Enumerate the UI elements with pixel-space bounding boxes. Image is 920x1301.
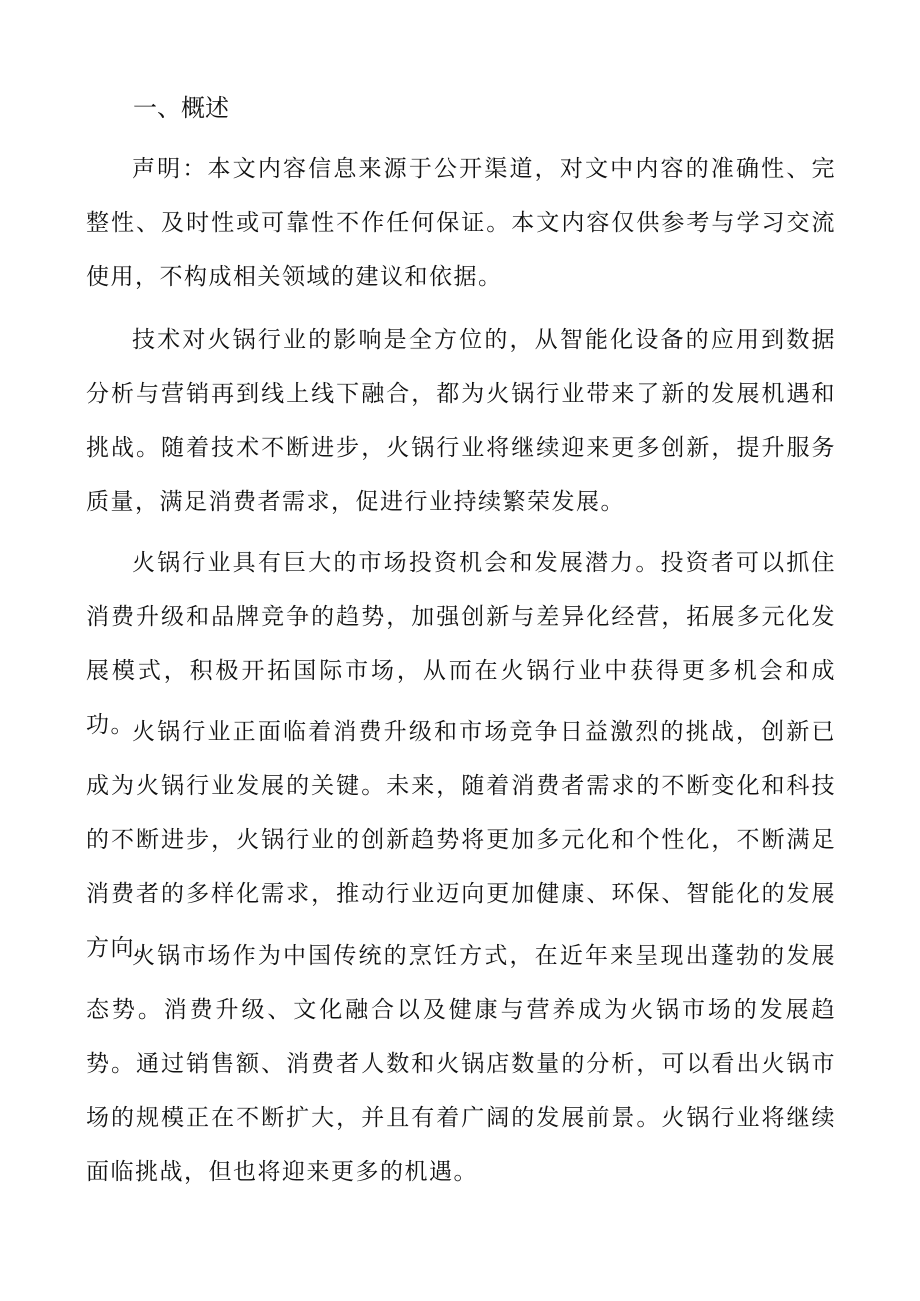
paragraph-market: 火锅市场作为中国传统的烹饪方式，在近年来呈现出蓬勃的发展态势。消费升级、文化融合以及健康与营养成为火锅市场的发展趋势。通过销售额、消费者人数和火锅店数量的分析，可以看出火锅市场的规模正在不断扩大，并且有着广阔的发展前景。火锅行业将继续面临挑战，但也将迎来更多的机遇。 [86, 943, 836, 1185]
paragraph-innovation: 火锅行业正面临着消费升级和市场竞争日益激烈的挑战，创新已成为火锅行业发展的关键。未来，随着消费者需求的不断变化和科技的不断进步，火锅行业的创新趋势将更加多元化和个性化，不断满足消费者的多样化需求，推动行业迈向更加健康、环保、智能化的发展方向。 [86, 719, 836, 961]
paragraph-investment: 火锅行业具有巨大的市场投资机会和发展潜力。投资者可以抓住消费升级和品牌竞争的趋势，加强创新与差异化经营，拓展多元化发展模式，积极开拓国际市场，从而在火锅行业中获得更多机会和成功。 [86, 550, 836, 738]
paragraph-disclaimer: 声明：本文内容信息来源于公开渠道，对文中内容的准确性、完整性、及时性或可靠性不作任何保证。本文内容仅供参考与学习交流使用，不构成相关领域的建议和依据。 [86, 156, 836, 290]
section-heading: 一、概述 [133, 94, 229, 122]
paragraph-technology: 技术对火锅行业的影响是全方位的，从智能化设备的应用到数据分析与营销再到线上线下融合，都为火锅行业带来了新的发展机遇和挑战。随着技术不断进步，火锅行业将继续迎来更多创新，提升服务质量，满足消费者需求，促进行业持续繁荣发展。 [86, 327, 836, 515]
